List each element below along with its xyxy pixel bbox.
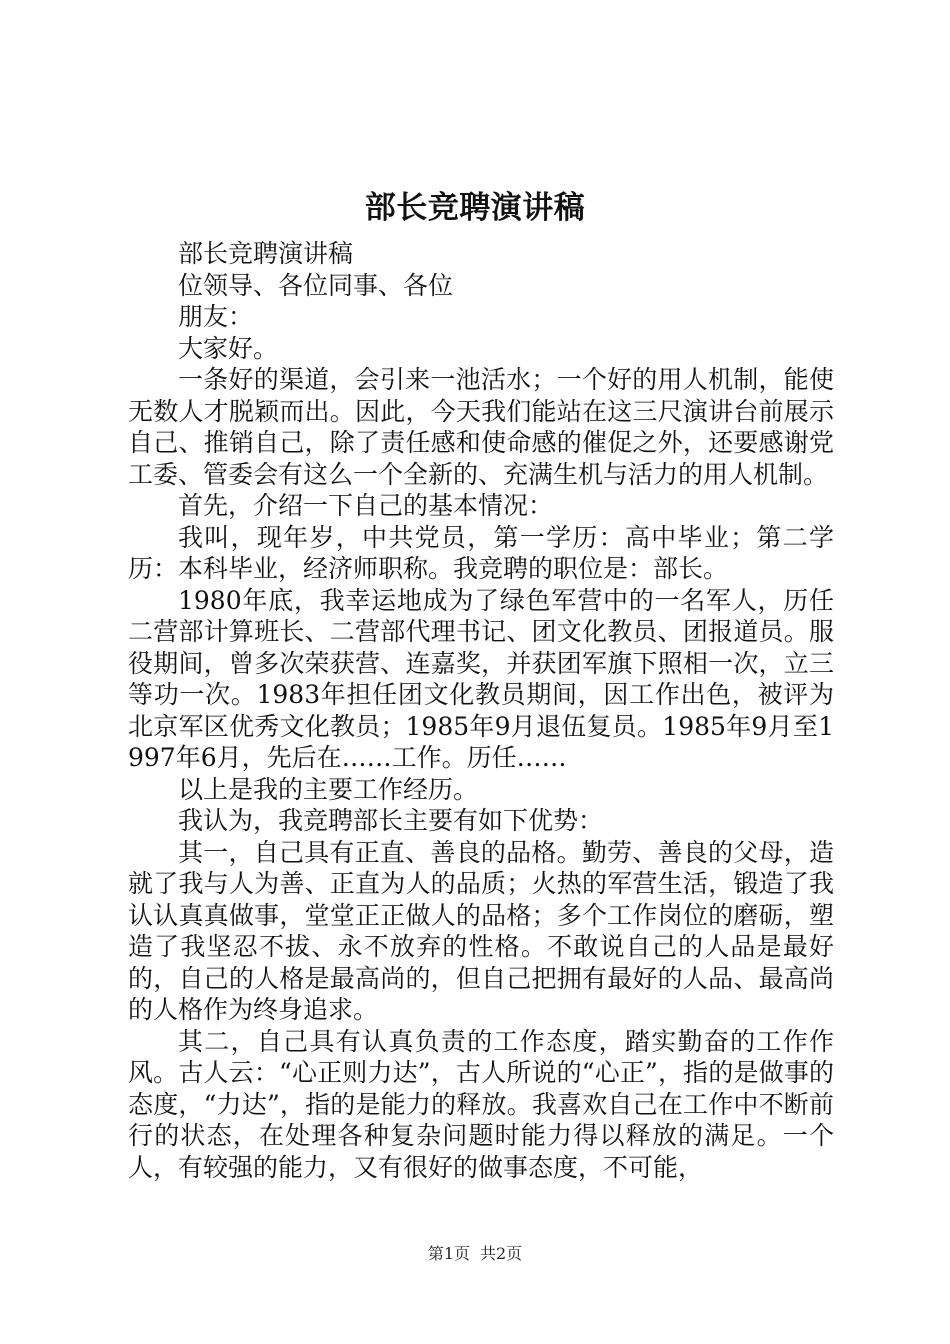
page-footer <box>0 1244 950 1264</box>
paragraph: 部长竞聘演讲稿 <box>178 239 354 268</box>
paragraph: 我叫，现年岁，中共党员，第一学历：高中毕业；第二学历：本科毕业，经济师职称。我竞聘的职位是：部长。 <box>128 522 834 583</box>
page-total: 共2页 <box>480 1244 523 1263</box>
page-number: 第1页 <box>427 1244 470 1263</box>
paragraph: 朋友： <box>178 302 254 331</box>
paragraph: 一条好的渠道，会引来一池活水；一个好的用人机制，能使无数人才脱颖而出。因此，今天我们能站在这三尺演讲台前展示自己、推销自己，除了责任感和使命感的催促之外，还要感谢党工委、管委会有这么一个全新的、充满生机与活力的用人机制。 <box>128 365 834 489</box>
paragraph: 首先，介绍一下自己的基本情况： <box>178 491 554 520</box>
paragraph: 位领导、各位同事、各位 <box>178 270 454 300</box>
paragraph: 以上是我的主要工作经历。 <box>178 774 479 804</box>
paragraph: 其二，自己具有认真负责的工作态度，踏实勤奋的工作作风。古人云：“心正则力达”，古人所说的“心正”，指的是做事的态度，“力达”，指的是能力的释放。我喜欢自己在工作中不断前行的状态，在处理各种复杂问题时能力得以释放的满足。一个人，有较强的能力，又有很好的做事态度，不可能， <box>128 1026 834 1182</box>
paragraph: 1980年底，我幸运地成为了绿色军营中的一名军人，历任二营部计算班长、二营部代理书记、团文化教员、团报道员。服役期间，曾多次荣获营、连嘉奖，并获团军旗下照相一次，立三等功一次。1983年担任团文化教员期间，因工作出色，被评为北京军区优秀文化教员；1985年9月退伍复员。1985年9月至1997年6月，先后在……工作。历任…… <box>128 585 834 772</box>
document-body <box>128 238 834 1183</box>
paragraph: 其一，自己具有正直、善良的品格。勤劳、善良的父母，造就了我与人为善、正直为人的品质；火热的军营生活，锻造了我认认真真做事，堂堂正正做人的品格；多个工作岗位的磨砺，塑造了我坚忍不拔、永不放弃的性格。不敢说自己的人品是最好的，自己的人格是最高尚的，但自己把拥有最好的人品、最高尚的人格作为终身追求。 <box>128 837 834 1024</box>
document-title: 部长竞聘演讲稿 <box>364 190 586 226</box>
paragraph: 大家好。 <box>178 333 279 363</box>
paragraph: 我认为，我竞聘部长主要有如下优势： <box>178 806 604 835</box>
